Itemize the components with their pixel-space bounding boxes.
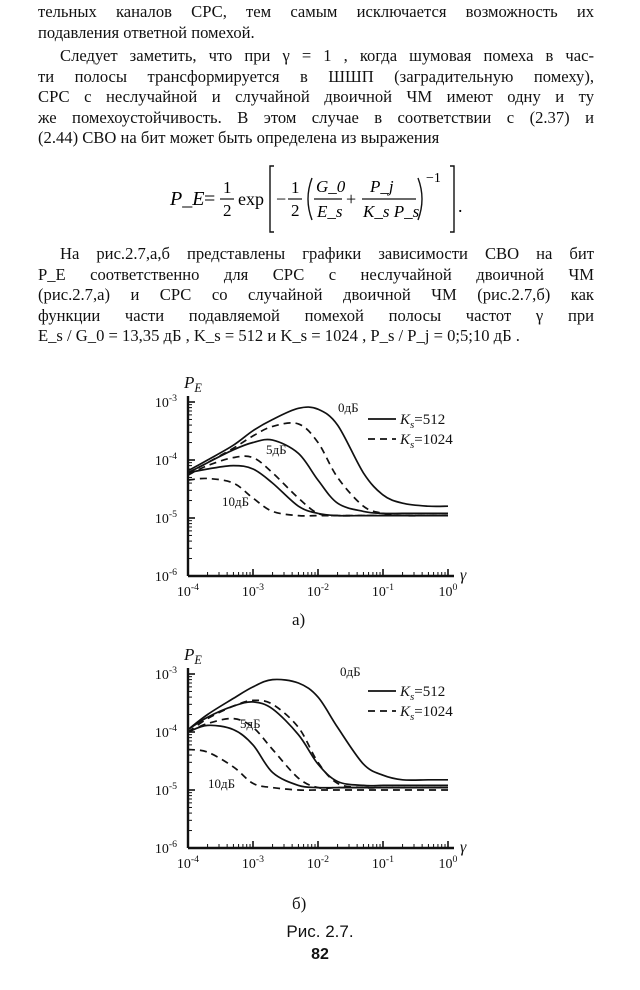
legend-label: $K_s=512$: [400, 684, 446, 703]
formula-g0: G_0: [316, 177, 346, 196]
y-tick-label: $10^{-4}$: [154, 451, 178, 469]
formula-half-num: 1: [223, 178, 232, 197]
y-axis-label: $P_E$: [184, 645, 202, 667]
y-axis-label: $P_E$: [184, 373, 202, 395]
text-line: (рис.2.7,а) и СРС со случайной двоичной ЧМ (рис.2.7,б) как: [38, 285, 594, 305]
y-tick-label: $10^{-5}$: [154, 509, 178, 527]
text-line: тельных каналов СРС, тем самым исключается возможность их: [38, 2, 594, 21]
figure-caption: Рис. 2.7.: [286, 922, 354, 941]
x-tick-label: $10^{-2}$: [306, 582, 330, 600]
curve-annotation: 5дБ: [266, 442, 287, 457]
text-line: P_E соответственно для СРС с неслучайной двоичной ЧМ: [38, 264, 594, 284]
panel-label-a: а): [292, 610, 306, 629]
x-tick-label: $10^{-4}$: [176, 582, 200, 600]
y-tick-label: $10^{-4}$: [154, 723, 178, 741]
x-tick-label: $10^0$: [438, 854, 458, 872]
chart-svg: [118, 632, 498, 882]
x-tick-label: $10^{-1}$: [371, 582, 395, 600]
legend-label: $K_s=512$: [400, 412, 446, 431]
text-line: ти полосы трансформируется в ШШП (заградительную помеху),: [38, 66, 594, 86]
formula-es: E_s: [317, 202, 343, 221]
formula-power: −1: [426, 171, 441, 186]
curve-annotation: 0дБ: [338, 400, 359, 415]
formula-lhs: P_E: [170, 188, 205, 210]
formula-exp: exp: [238, 189, 264, 209]
x-tick-label: $10^{-4}$: [176, 854, 200, 872]
formula-pj: P_j: [370, 177, 394, 196]
formula-half-den2: 2: [291, 201, 300, 220]
svg-text:.: .: [458, 196, 463, 216]
formula-plus: +: [346, 189, 357, 209]
y-tick-label: $10^{-3}$: [154, 665, 178, 683]
y-tick-label: $10^{-5}$: [154, 781, 178, 799]
curve-annotation: 5дБ: [240, 716, 261, 731]
page-number: 82: [311, 946, 329, 963]
formula-half-den: 2: [223, 201, 232, 220]
paragraph-1: [38, 2, 594, 43]
curve-annotation: 0дБ: [340, 664, 361, 679]
curve-annotation: 10дБ: [222, 494, 250, 509]
formula-pe: [150, 160, 490, 236]
paragraph-3: [38, 244, 594, 347]
curve-annotation: 10дБ: [208, 776, 236, 791]
formula-kps: K_s P_s: [363, 202, 420, 221]
y-tick-label: $10^{-6}$: [154, 567, 178, 585]
text-line: СРС с неслучайной и случайной двоичной ЧМ имеют одну и ту: [38, 87, 594, 107]
panel-label-b: б): [292, 894, 307, 913]
chart-svg: [118, 360, 498, 610]
chart-a: [118, 360, 498, 610]
text-line: На рис.2.7,а,б представлены графики зависимости СВО на бит: [60, 244, 594, 263]
text-line: функции части подавляемой помехой полосы частот γ при: [38, 305, 594, 325]
x-tick-label: $10^{-3}$: [241, 582, 265, 600]
text-line: Следует заметить, что при γ = 1 , когда шумовая помеха в час-: [60, 46, 594, 65]
y-tick-label: $10^{-6}$: [154, 839, 178, 857]
text-line: подавления ответной помехой.: [38, 22, 255, 42]
x-axis-label: γ: [460, 567, 467, 584]
text-line: (2.44) СВО на бит может быть определена из выражения: [38, 128, 440, 148]
x-tick-label: $10^0$: [438, 582, 458, 600]
formula-half-num2: 1: [291, 178, 300, 197]
x-tick-label: $10^{-2}$: [306, 854, 330, 872]
chart-b: [118, 632, 498, 882]
x-axis-label: γ: [460, 839, 467, 856]
formula-eq: =: [204, 188, 216, 210]
x-tick-label: $10^{-1}$: [371, 854, 395, 872]
formula-minus: −: [276, 189, 287, 209]
paragraph-2: [38, 46, 594, 149]
y-tick-label: $10^{-3}$: [154, 393, 178, 411]
x-tick-label: $10^{-3}$: [241, 854, 265, 872]
text-line: же помехоустойчивость. В этом случае в соответствии с (2.37) и: [38, 107, 594, 127]
text-line: E_s / G_0 = 13,35 дБ , K_s = 512 и K_s = 1024 , P_s / P_j = 0;5;10 дБ .: [38, 326, 520, 346]
legend-label: $K_s=1024$: [400, 704, 453, 723]
legend-label: $K_s=1024$: [400, 432, 453, 451]
